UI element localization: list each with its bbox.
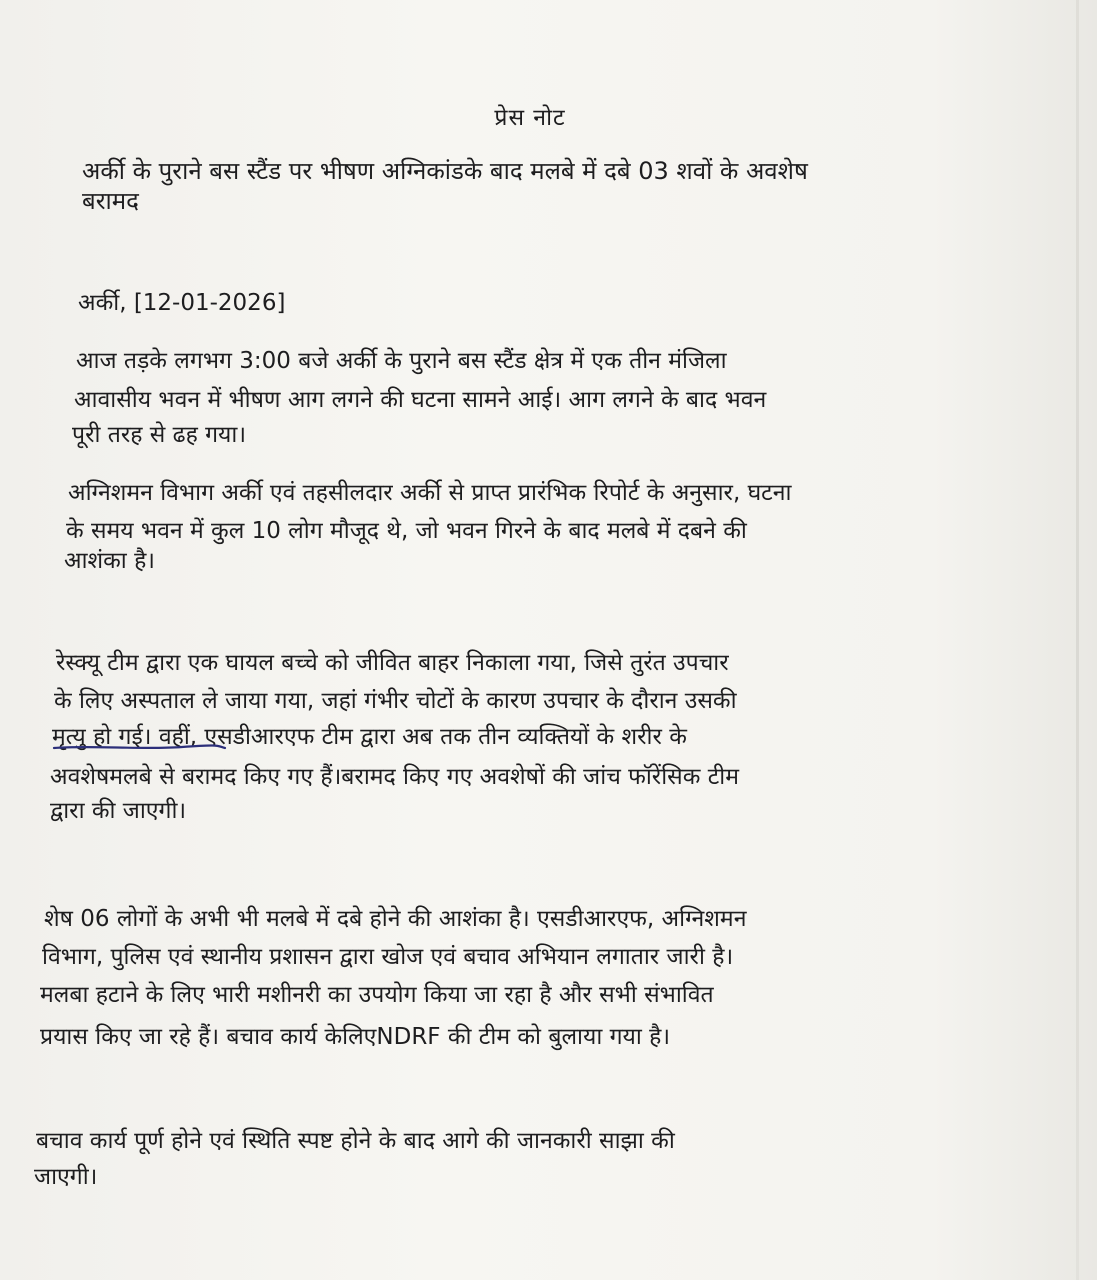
paragraph-2-line-1: अग्निशमन विभाग अर्की एवं तहसीलदार अर्की से प्राप्त प्रारंभिक रिपोर्ट के अनुसार, घटना [68, 480, 792, 506]
paragraph-4-line-4: प्रयास किए जा रहे हैं। बचाव कार्य केलिएNDRF की टीम को बुलाया गया है। [40, 1024, 671, 1050]
press-note-title: प्रेस नोट [494, 105, 566, 131]
paragraph-1-line-2: आवासीय भवन में भीषण आग लगने की घटना सामने आई। आग लगने के बाद भवन [74, 387, 767, 413]
paragraph-5-line-2: जाएगी। [34, 1164, 98, 1190]
paragraph-4-line-2: विभाग, पुलिस एवं स्थानीय प्रशासन द्वारा खोज एवं बचाव अभियान लगातार जारी है। [42, 944, 734, 970]
paragraph-1-line-1: आज तड़के लगभग 3:00 बजे अर्की के पुराने बस स्टैंड क्षेत्र में एक तीन मंजिला [76, 348, 727, 374]
headline-line-1: अर्की के पुराने बस स्टैंड पर भीषण अग्निकांडके बाद मलबे में दबे 03 शवों के अवशेष [82, 157, 808, 185]
paragraph-1-line-3: पूरी तरह से ढह गया। [72, 422, 247, 448]
paragraph-3-line-3: मृत्यु हो गई। वहीं, एसडीआरएफ टीम द्वारा अब तक तीन व्यक्तियों के शरीर के [52, 724, 687, 750]
paper-edge-shadow [1076, 0, 1079, 1280]
paragraph-5-line-1: बचाव कार्य पूर्ण होने एवं स्थिति स्पष्ट होने के बाद आगे की जानकारी साझा की [36, 1128, 675, 1154]
paragraph-3-line-1: रेस्क्यू टीम द्वारा एक घायल बच्चे को जीवित बाहर निकाला गया, जिसे तुरंत उपचार [56, 650, 729, 676]
pen-underline-mark [52, 742, 227, 752]
paragraph-2-line-2: के समय भवन में कुल 10 लोग मौजूद थे, जो भवन गिरने के बाद मलबे में दबने की [66, 518, 747, 544]
headline-line-2: बरामद [82, 187, 139, 215]
paragraph-3-line-4: अवशेषमलबे से बरामद किए गए हैं।बरामद किए गए अवशेषों की जांच फॉरेंसिक टीम [50, 764, 739, 790]
paragraph-4-line-1: शेष 06 लोगों के अभी भी मलबे में दबे होने की आशंका है। एसडीआरएफ, अग्निशमन [44, 906, 747, 932]
paragraph-2-line-3: आशंका है। [64, 548, 156, 574]
dateline: अर्की, [12-01-2026] [78, 290, 286, 316]
paragraph-4-line-3: मलबा हटाने के लिए भारी मशीनरी का उपयोग किया जा रहा है और सभी संभावित [40, 982, 714, 1008]
paragraph-3-line-5: द्वारा की जाएगी। [50, 798, 187, 824]
paragraph-3-line-2: के लिए अस्पताल ले जाया गया, जहां गंभीर चोटों के कारण उपचार के दौरान उसकी [54, 688, 737, 714]
